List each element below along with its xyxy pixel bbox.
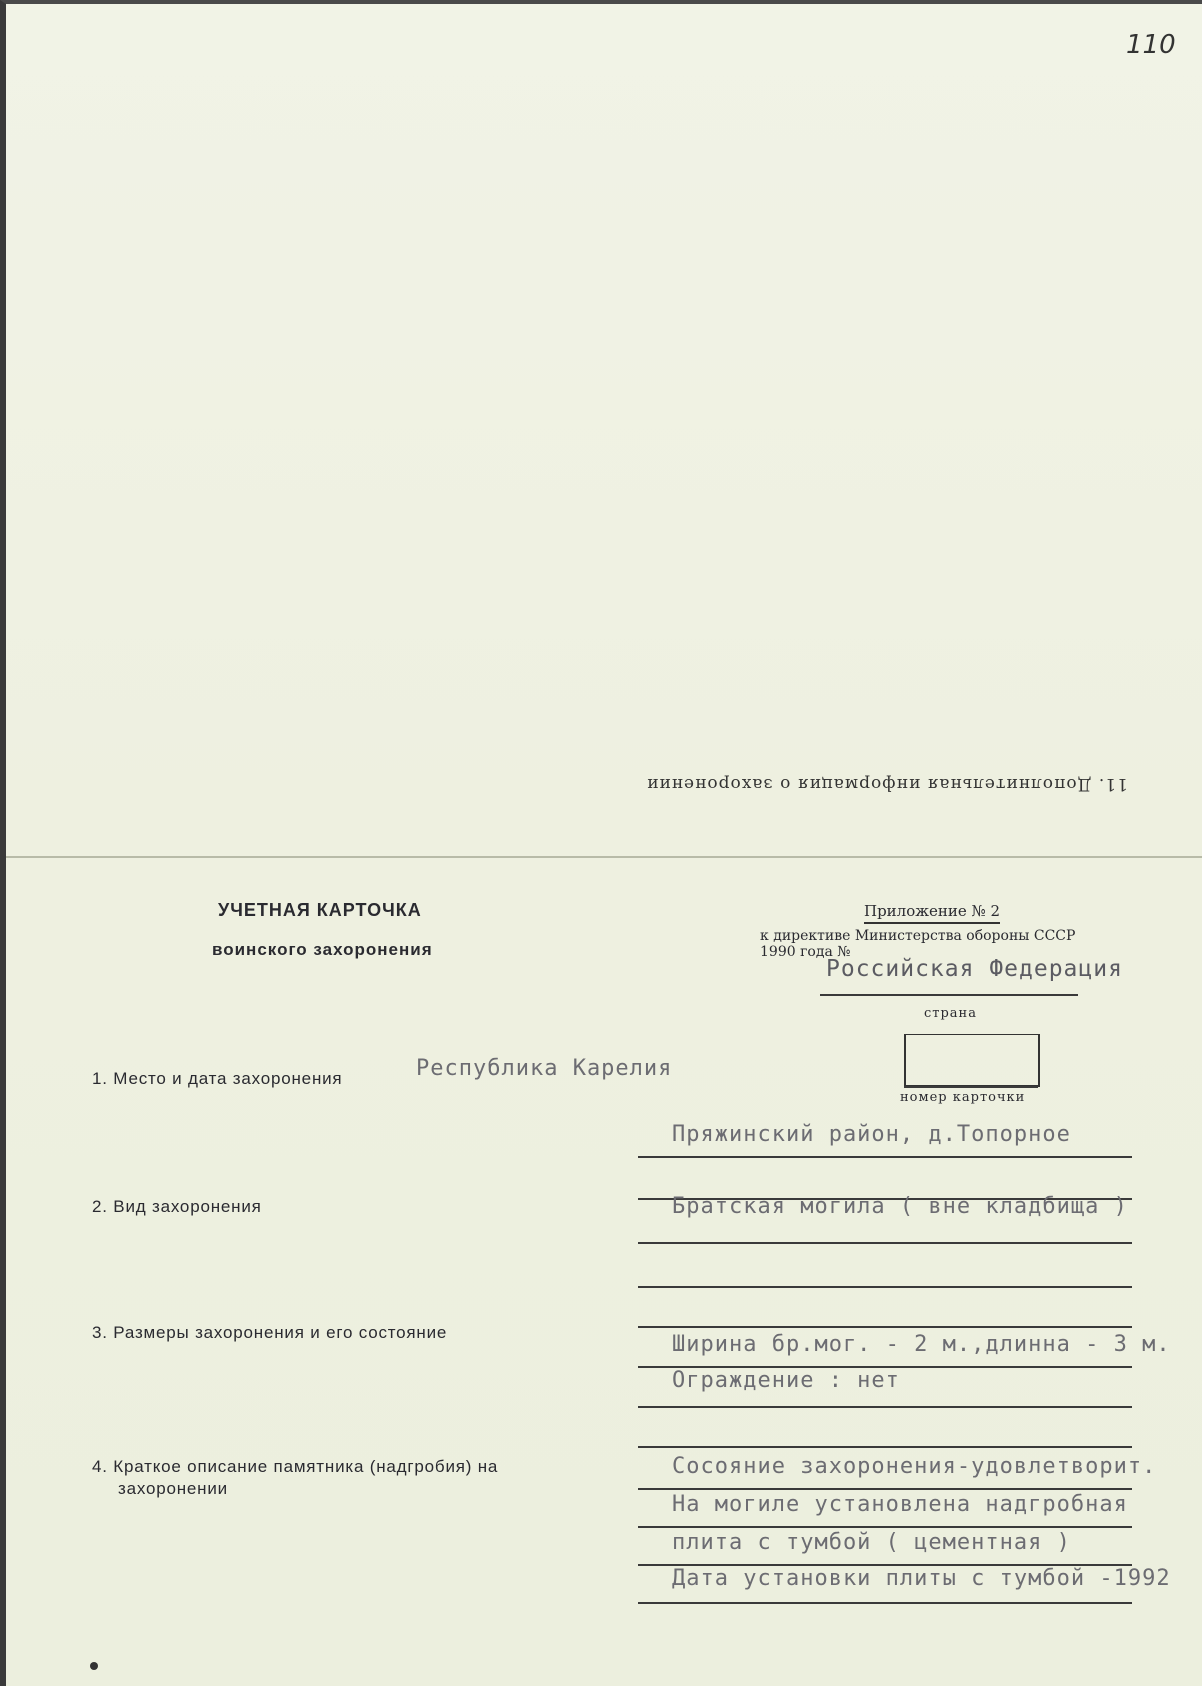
ink-mark bbox=[90, 1662, 98, 1670]
card-number-line bbox=[904, 1086, 1038, 1088]
appendix-label: Приложение № 2 bbox=[864, 902, 1000, 924]
item4-label-b: захоронении bbox=[118, 1479, 228, 1498]
item4-label-a: 4. Краткое описание памятника (надгробия) на bbox=[92, 1457, 499, 1476]
item4-line-d bbox=[638, 1602, 1132, 1604]
card-subtitle: воинского захоронения bbox=[212, 940, 433, 959]
item4-value-d: Дата установки плиты с тумбой -1992 bbox=[672, 1566, 1171, 1591]
directive-label: к директиве Министерства обороны СССР 1990 года № bbox=[760, 928, 1076, 960]
country-line bbox=[820, 994, 1078, 996]
item2-value: Братская могила ( вне кладбища ) bbox=[672, 1194, 1128, 1219]
country-label: страна bbox=[924, 1006, 977, 1021]
fold-line bbox=[6, 856, 1202, 858]
card-number-box bbox=[904, 1034, 1040, 1087]
item1-value-b: Пряжинский район, д.Топорное bbox=[672, 1122, 1071, 1147]
page-number: 110 bbox=[1126, 30, 1176, 60]
item2-line-a bbox=[638, 1242, 1132, 1244]
country-value: Российская Федерация bbox=[826, 956, 1123, 982]
item3-label: 3. Размеры захоронения и его состояние bbox=[92, 1323, 448, 1342]
item1-label: 1. Место и дата захоронения bbox=[92, 1069, 343, 1088]
item4-line-top bbox=[638, 1446, 1132, 1448]
item3-line-b bbox=[638, 1406, 1132, 1408]
item1-value-a: Республика Карелия bbox=[416, 1056, 673, 1081]
item4-line-b bbox=[638, 1526, 1132, 1528]
back-side-heading: 11. Дополнительная информация о захоронении bbox=[646, 774, 1128, 794]
item3-line-top bbox=[638, 1326, 1132, 1328]
item2-line-b bbox=[638, 1286, 1132, 1288]
item4-value-a: Сосояние захоронения-удовлетворит. bbox=[672, 1454, 1157, 1479]
item4-line-a bbox=[638, 1488, 1132, 1490]
item1-line bbox=[638, 1156, 1132, 1158]
item3-value-a: Ширина бр.мог. - 2 м.,длинна - 3 м. bbox=[672, 1332, 1171, 1357]
card-title: УЧЕТНАЯ КАРТОЧКА bbox=[218, 900, 422, 920]
item2-label: 2. Вид захоронения bbox=[92, 1197, 262, 1216]
card-number-label: номер карточки bbox=[900, 1090, 1026, 1105]
item4-value-c: плита с тумбой ( цементная ) bbox=[672, 1530, 1071, 1555]
item3-value-b: Ограждение : нет bbox=[672, 1368, 900, 1393]
item4-value-b: На могиле установлена надгробная bbox=[672, 1492, 1128, 1517]
